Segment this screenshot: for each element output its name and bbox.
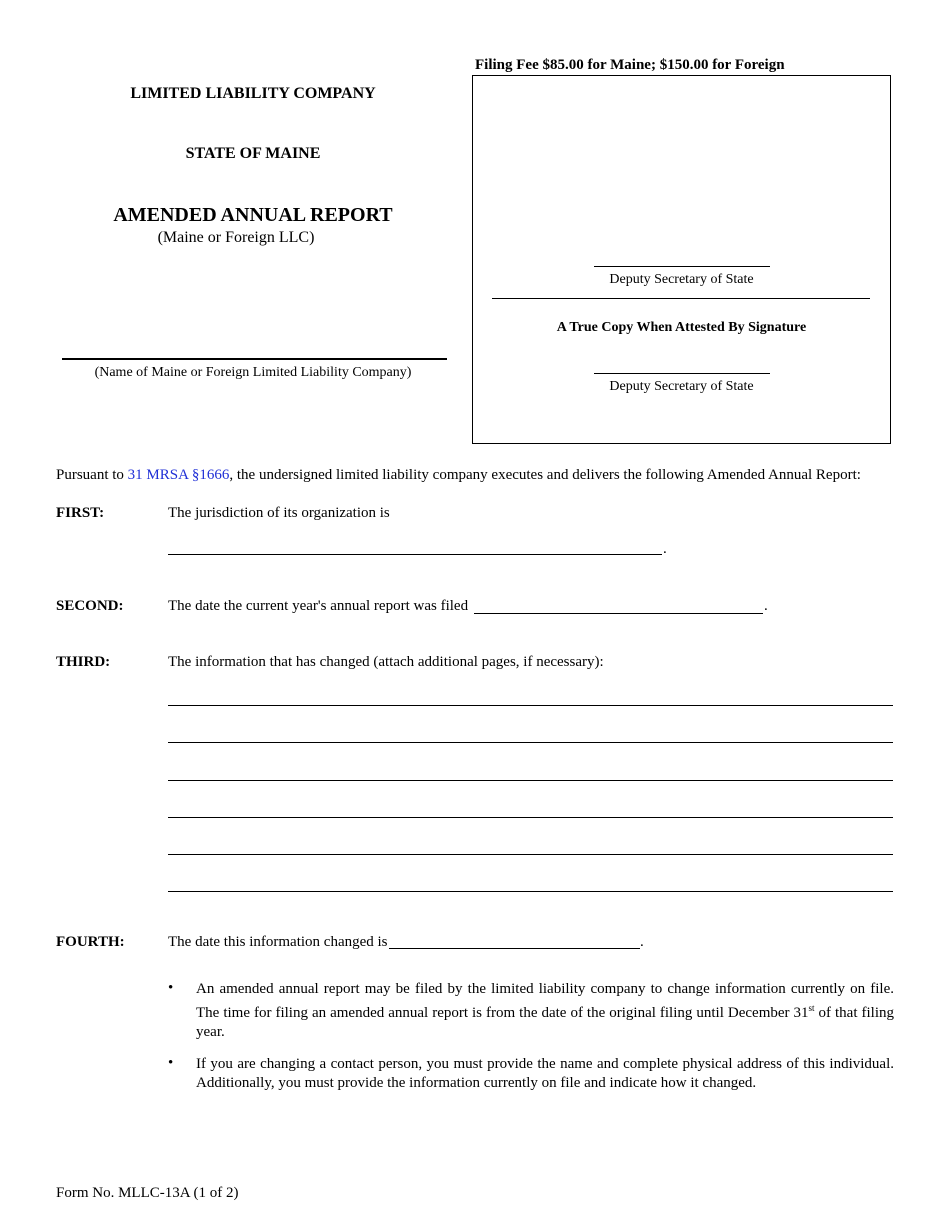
changed-info-line-6[interactable]: [168, 891, 893, 892]
note-amended-report: An amended annual report may be filed by the limited liability company to change information currently on file. The time for filing an amended annual report is from the date of the original filing until December 31st of that filing year.: [196, 981, 894, 1040]
company-name-field[interactable]: [62, 358, 447, 360]
title-report: AMENDED ANNUAL REPORT: [113, 204, 393, 226]
box-divider: [492, 298, 870, 299]
deputy-signature-line-2: [594, 373, 770, 374]
changed-info-line-3[interactable]: [168, 780, 893, 781]
intro-paragraph: [56, 467, 861, 484]
title-state: STATE OF MAINE: [185, 145, 321, 162]
statute-link[interactable]: 31 MRSA §1666: [127, 467, 230, 483]
fourth-label: FOURTH:: [56, 934, 125, 950]
jurisdiction-field[interactable]: [168, 554, 662, 555]
third-label: THIRD:: [56, 654, 111, 670]
note-contact-person: If you are changing a contact person, you must provide the name and complete physical address of this individual. Additionally, you must provide the information currently on file and indicate how it changed.: [196, 1056, 894, 1091]
second-label: SECOND:: [56, 598, 124, 614]
first-label: FIRST:: [56, 505, 105, 521]
official-use-box: [472, 75, 891, 444]
company-name-caption: (Name of Maine or Foreign Limited Liability Company): [94, 365, 412, 380]
intro-prefix: Pursuant to: [56, 467, 128, 483]
changed-info-line-4[interactable]: [168, 817, 893, 818]
bullet-icon-2: •: [168, 1055, 174, 1071]
deputy-signature-line-1: [594, 266, 770, 267]
change-date-field[interactable]: [389, 948, 640, 949]
form-number: Form No. MLLC-13A (1 of 2): [56, 1185, 239, 1201]
filing-fee: Filing Fee $85.00 for Maine; $150.00 for Foreign: [475, 57, 785, 73]
first-period: .: [663, 541, 667, 557]
second-period: .: [764, 598, 768, 614]
third-text: The information that has changed (attach additional pages, if necessary):: [168, 654, 604, 670]
fourth-text: The date this information changed is: [168, 934, 388, 950]
intro-suffix: , the undersigned limited liability company executes and delivers the following Amended Annual Report:: [229, 467, 861, 483]
second-text: The date the current year's annual report was filed: [168, 598, 469, 614]
changed-info-line-2[interactable]: [168, 742, 893, 743]
changed-info-line-5[interactable]: [168, 854, 893, 855]
title-llc: LIMITED LIABILITY COMPANY: [130, 85, 376, 102]
fourth-period: .: [640, 934, 644, 950]
bullet-icon-1: •: [168, 980, 174, 996]
true-copy: A True Copy When Attested By Signature: [556, 320, 807, 335]
changed-info-line-1[interactable]: [168, 705, 893, 706]
annual-report-date-field[interactable]: [474, 613, 763, 614]
deputy-caption-2: Deputy Secretary of State: [609, 379, 754, 394]
first-text: The jurisdiction of its organization is: [168, 505, 390, 521]
subtitle: (Maine or Foreign LLC): [157, 229, 315, 246]
deputy-caption-1: Deputy Secretary of State: [609, 272, 754, 287]
